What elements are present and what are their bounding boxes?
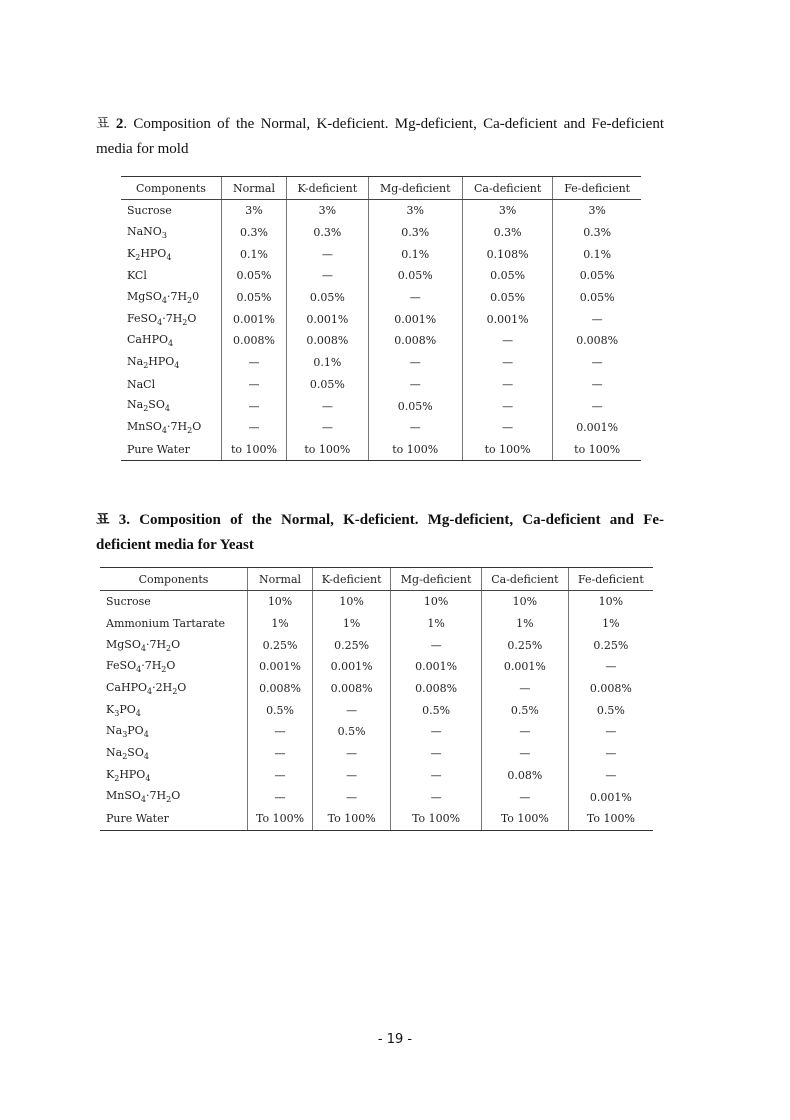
value-cell: To 100% [481, 808, 568, 830]
value-cell: 0.5% [481, 699, 568, 721]
value-cell: 1% [391, 613, 482, 635]
value-cell: 0.5% [568, 699, 653, 721]
value-cell: — [368, 287, 462, 309]
table-3-caption [96, 508, 664, 558]
value-cell: 0.1% [287, 352, 368, 374]
component-name-cell: $K_2HPO_4$ [106, 767, 151, 783]
column-header: Normal [248, 568, 313, 591]
table-row [100, 765, 653, 787]
value-cell: To 100% [568, 808, 653, 830]
value-cell: 0.25% [568, 634, 653, 656]
value-cell: 10% [313, 591, 391, 613]
value-cell: 10% [391, 591, 482, 613]
value-cell: — [248, 765, 313, 787]
component-name-cell: $FeSO_4\cdot 7H_2O$ [106, 659, 176, 675]
component-name-cell: $K_2HPO_4$ [127, 246, 172, 262]
value-cell: 0.1% [368, 243, 462, 265]
value-cell: — [391, 721, 482, 743]
value-cell: 0.008% [553, 330, 641, 352]
column-header: Fe-deficient [553, 177, 641, 200]
value-cell: 0.001% [568, 786, 653, 808]
component-name-cell: CaHPO$_4$ [127, 333, 174, 349]
table-row [121, 374, 641, 396]
value-cell: 1% [481, 613, 568, 635]
value-cell: — [568, 721, 653, 743]
value-cell: to 100% [462, 439, 552, 461]
value-cell: 0.5% [391, 699, 482, 721]
value-cell: 0.05% [553, 265, 641, 287]
value-cell: 3% [287, 200, 368, 222]
value-cell: 10% [481, 591, 568, 613]
component-name-cell: $MnSO_4\cdot 7H_2O$ [127, 420, 202, 436]
value-cell: 0.05% [462, 287, 552, 309]
table-row [121, 352, 641, 374]
component-name-cell: Sucrose [106, 595, 151, 609]
value-cell: 0.001% [481, 656, 568, 678]
value-cell: 0.001% [553, 417, 641, 439]
value-cell: — [221, 352, 286, 374]
table-label: 표 [96, 512, 110, 528]
component-name-cell: $FeSO_4\cdot 7H_2O$ [127, 311, 197, 327]
value-cell: — [481, 678, 568, 700]
table-row [121, 330, 641, 352]
table-row [100, 743, 653, 765]
value-cell: 10% [568, 591, 653, 613]
value-cell: 0.1% [553, 243, 641, 265]
value-cell: — [391, 743, 482, 765]
value-cell: — [568, 765, 653, 787]
table-row [100, 613, 653, 635]
value-cell: 3% [462, 200, 552, 222]
value-cell: to 100% [221, 439, 286, 461]
component-name-cell: Pure Water [100, 808, 248, 830]
value-cell: 0.05% [462, 265, 552, 287]
value-cell: — [313, 743, 391, 765]
table-row [121, 200, 641, 222]
value-cell: 1% [568, 613, 653, 635]
value-cell: To 100% [391, 808, 482, 830]
value-cell: — [391, 786, 482, 808]
column-header: Ca-deficient [462, 177, 552, 200]
component-name-cell: NaCl [127, 377, 156, 391]
column-header: K-deficient [287, 177, 368, 200]
value-cell: 0.001% [462, 308, 552, 330]
value-cell: 0.05% [368, 395, 462, 417]
value-cell: — [553, 374, 641, 396]
component-name-cell: $CaHPO_4\cdot 2H_2O$ [106, 681, 187, 697]
component-name-cell: NaNO$_3$ [127, 224, 167, 241]
column-header: Mg-deficient [368, 177, 462, 200]
value-cell: — [368, 374, 462, 396]
table-row [121, 222, 641, 244]
component-name-cell: $Na_2SO_4$ [106, 746, 149, 762]
value-cell: 0.08% [481, 765, 568, 787]
value-cell: 0.1% [221, 243, 286, 265]
value-cell: 10% [248, 591, 313, 613]
value-cell: — [313, 786, 391, 808]
table-row [121, 287, 641, 309]
table-2-caption [96, 112, 664, 162]
value-cell: — [287, 243, 368, 265]
value-cell: 0.001% [313, 656, 391, 678]
value-cell: 0.25% [313, 634, 391, 656]
value-cell: — [568, 743, 653, 765]
value-cell: 0.008% [568, 678, 653, 700]
value-cell: — [481, 721, 568, 743]
value-cell: — [481, 743, 568, 765]
value-cell: 1% [313, 613, 391, 635]
component-name-cell: $K_3PO_4$ [106, 702, 141, 718]
value-cell: 0.5% [313, 721, 391, 743]
value-cell: to 100% [287, 439, 368, 461]
value-cell: — [462, 352, 552, 374]
value-cell: — [462, 395, 552, 417]
component-name-cell: Sucrose [127, 204, 172, 218]
value-cell: 0.008% [391, 678, 482, 700]
table-row [100, 808, 653, 830]
header-row [100, 568, 653, 591]
value-cell: 3% [553, 200, 641, 222]
value-cell: 3% [368, 200, 462, 222]
value-cell: — [221, 417, 286, 439]
value-cell: 0.001% [221, 308, 286, 330]
table-2 [121, 176, 641, 461]
value-cell: — [481, 786, 568, 808]
value-cell: 0.3% [462, 222, 552, 244]
value-cell: 0.5% [248, 699, 313, 721]
value-cell: 0.008% [248, 678, 313, 700]
table-row [100, 634, 653, 656]
value-cell: — [287, 417, 368, 439]
column-header: Normal [221, 177, 286, 200]
value-cell: To 100% [248, 808, 313, 830]
table-row [100, 699, 653, 721]
value-cell: 0.008% [221, 330, 286, 352]
value-cell: 0.3% [221, 222, 286, 244]
value-cell: — [287, 265, 368, 287]
value-cell: 0.05% [287, 374, 368, 396]
component-name-cell: Pure Water [121, 439, 221, 461]
value-cell: — [462, 374, 552, 396]
table-number: 2 [115, 116, 124, 132]
value-cell: — [462, 417, 552, 439]
table-row [121, 439, 641, 461]
value-cell: — [221, 374, 286, 396]
value-cell: 0.001% [248, 656, 313, 678]
caption-text: . Composition of the Normal, K-deficient. Mg-deficient, Ca-deficient and Fe-deficient media for Yeast [96, 512, 665, 553]
value-cell: 0.05% [221, 265, 286, 287]
value-cell: 0.001% [287, 308, 368, 330]
column-header: K-deficient [313, 568, 391, 591]
component-name-cell: $MgSO_4\cdot 7H_20$ [127, 290, 200, 306]
value-cell: — [368, 417, 462, 439]
column-header: Fe-deficient [568, 568, 653, 591]
table-number: 3 [118, 512, 127, 528]
component-name-cell: $MgSO_4\cdot 7H_2O$ [106, 637, 181, 653]
value-cell: 0.05% [368, 265, 462, 287]
value-cell: — [248, 721, 313, 743]
value-cell: — [248, 743, 313, 765]
value-cell: — [553, 395, 641, 417]
component-name-cell: Ammonium Tartarate [106, 617, 226, 631]
value-cell: — [462, 330, 552, 352]
table-3 [100, 567, 653, 831]
column-header: Ca-deficient [481, 568, 568, 591]
value-cell: — [313, 765, 391, 787]
table-row [121, 265, 641, 287]
value-cell: 0.001% [368, 308, 462, 330]
table-row [121, 243, 641, 265]
value-cell: — [568, 656, 653, 678]
value-cell: — [248, 786, 313, 808]
page-number: - 19 - [377, 1032, 413, 1047]
column-header-components: Components [121, 177, 221, 200]
component-name-cell: $Na_2SO_4$ [127, 398, 170, 414]
value-cell: 0.001% [391, 656, 482, 678]
table-row [121, 395, 641, 417]
table-label: 표 [96, 116, 110, 132]
value-cell: 0.3% [287, 222, 368, 244]
value-cell: — [391, 634, 482, 656]
value-cell: 0.05% [287, 287, 368, 309]
value-cell: 0.008% [287, 330, 368, 352]
value-cell: — [287, 395, 368, 417]
value-cell: to 100% [553, 439, 641, 461]
value-cell: 1% [248, 613, 313, 635]
value-cell: 0.3% [553, 222, 641, 244]
value-cell: 0.25% [248, 634, 313, 656]
value-cell: 3% [221, 200, 286, 222]
value-cell: 0.05% [221, 287, 286, 309]
value-cell: 0.108% [462, 243, 552, 265]
table-row [121, 417, 641, 439]
table-row [100, 786, 653, 808]
value-cell: 0.25% [481, 634, 568, 656]
component-name-cell: KCl [127, 269, 147, 283]
component-name-cell: $Na_3PO_4$ [106, 724, 149, 740]
column-header-components: Components [100, 568, 248, 591]
column-header: Mg-deficient [391, 568, 482, 591]
value-cell: — [391, 765, 482, 787]
value-cell: — [313, 699, 391, 721]
value-cell: To 100% [313, 808, 391, 830]
value-cell: 0.008% [313, 678, 391, 700]
value-cell: — [368, 352, 462, 374]
value-cell: 0.008% [368, 330, 462, 352]
value-cell: 0.3% [368, 222, 462, 244]
component-name-cell: $Na_2HPO_4$ [127, 355, 180, 371]
value-cell: — [553, 308, 641, 330]
value-cell: — [221, 395, 286, 417]
caption-text: . Composition of the Normal, K-deficient. Mg-deficient, Ca-deficient and Fe-deficient media for mold [96, 116, 664, 157]
table-row [100, 721, 653, 743]
table-row [100, 678, 653, 700]
component-name-cell: $MnSO_4\cdot 7H_2O$ [106, 789, 181, 805]
value-cell: 0.05% [553, 287, 641, 309]
header-row [121, 177, 641, 200]
table-row [100, 656, 653, 678]
table-row [121, 308, 641, 330]
value-cell: — [553, 352, 641, 374]
table-row [100, 591, 653, 613]
value-cell: to 100% [368, 439, 462, 461]
